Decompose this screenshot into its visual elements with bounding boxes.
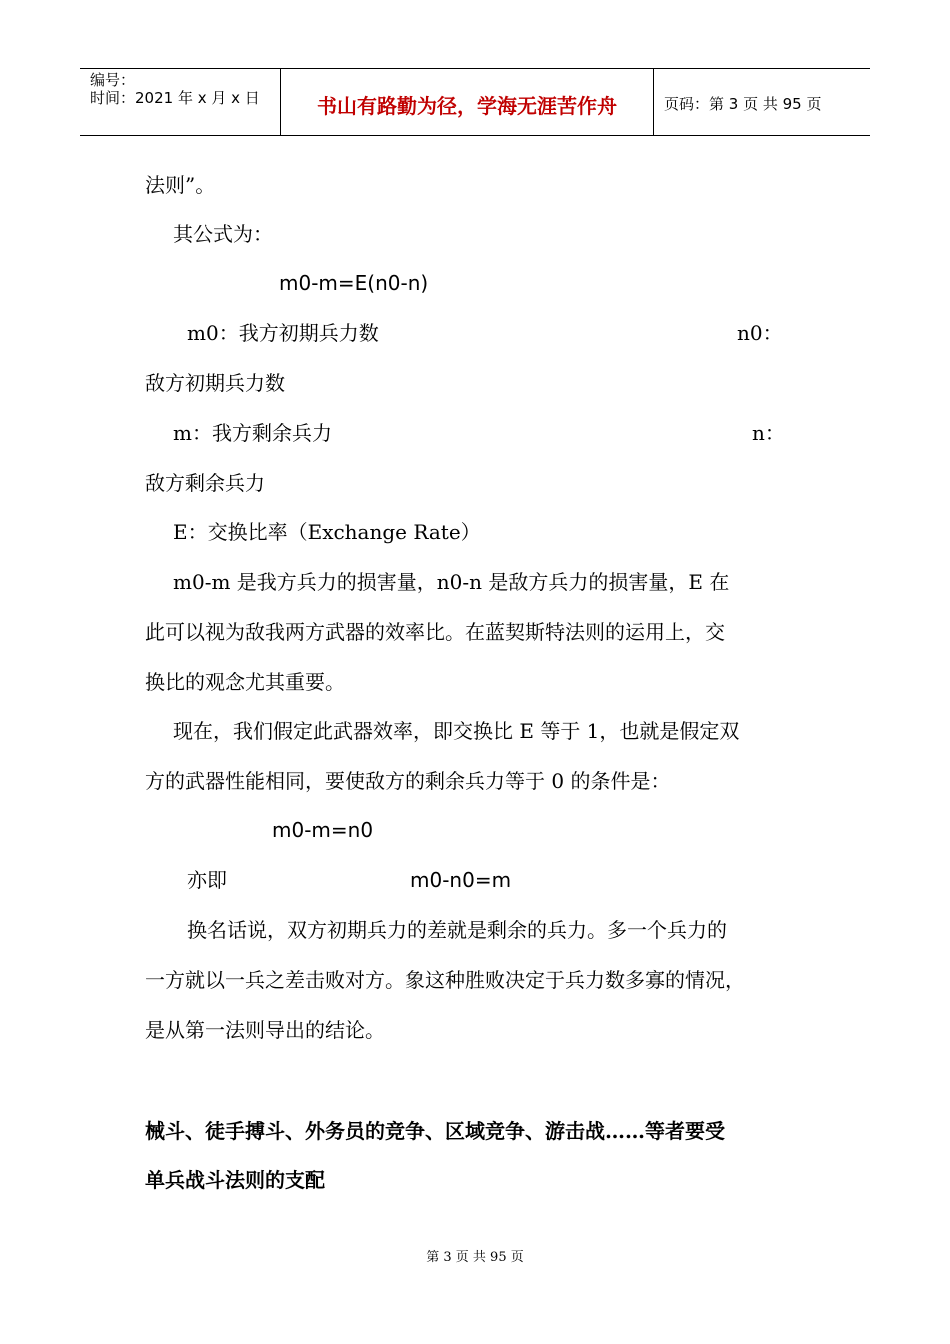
header-motto: 书山有路勤为径，学海无涯苦作舟	[281, 69, 654, 135]
variable-definition: 敌方初期兵力数	[145, 371, 285, 395]
page-footer: 第 3 页 共 95 页	[426, 1250, 524, 1265]
header-page-info: 页码：第 3 页 共 95 页	[664, 94, 822, 113]
formula-lanchester: m0-m=E(n0-n)	[279, 271, 429, 295]
variable-definition: E：交换比率（Exchange Rate）	[173, 520, 481, 544]
paragraph-line: 方的武器性能相同，要使敌方的剩余兵力等于 0 的条件是：	[145, 769, 671, 793]
header-meta-cell	[80, 69, 281, 135]
formula-condition: m0-m=n0	[272, 818, 374, 842]
document-date-label: 时间：2021 年 x 月 x 日	[90, 89, 260, 107]
paragraph-line: 此可以视为敌我两方武器的效率比。在蓝契斯特法则的运用上，交	[145, 620, 725, 644]
paragraph-line: m0-m 是我方兵力的损害量，n0-n 是敌方兵力的损害量，E 在	[173, 570, 730, 594]
section-heading: 械斗、徒手搏斗、外务员的竞争、区域竞争、游击战……等者要受	[145, 1119, 725, 1143]
paragraph-line: 换比的观念尤其重要。	[145, 670, 345, 694]
variable-definition: m：我方剩余兵力	[173, 421, 332, 445]
section-heading: 单兵战斗法则的支配	[145, 1168, 325, 1192]
page-header	[80, 68, 870, 136]
document-number-label: 编号：	[90, 71, 136, 89]
paragraph-line: 现在，我们假定此武器效率，即交换比 E 等于 1，也就是假定双	[173, 719, 740, 743]
paragraph-line: 是从第一法则导出的结论。	[145, 1018, 385, 1042]
paragraph-line: 法则”。	[145, 173, 216, 197]
paragraph-line: 亦即	[187, 868, 227, 892]
variable-definition: 敌方剩余兵力	[145, 471, 265, 495]
variable-definition: n：	[752, 421, 785, 445]
paragraph-line: 一方就以一兵之差击败对方。象这种胜败决定于兵力数多寡的情况，	[145, 968, 745, 992]
variable-definition: m0：我方初期兵力数	[187, 321, 379, 345]
formula-result: m0-n0=m	[410, 868, 512, 892]
paragraph-line: 其公式为：	[173, 222, 273, 246]
paragraph-line: 换名话说，双方初期兵力的差就是剩余的兵力。多一个兵力的	[187, 918, 727, 942]
variable-definition: n0：	[737, 321, 783, 345]
